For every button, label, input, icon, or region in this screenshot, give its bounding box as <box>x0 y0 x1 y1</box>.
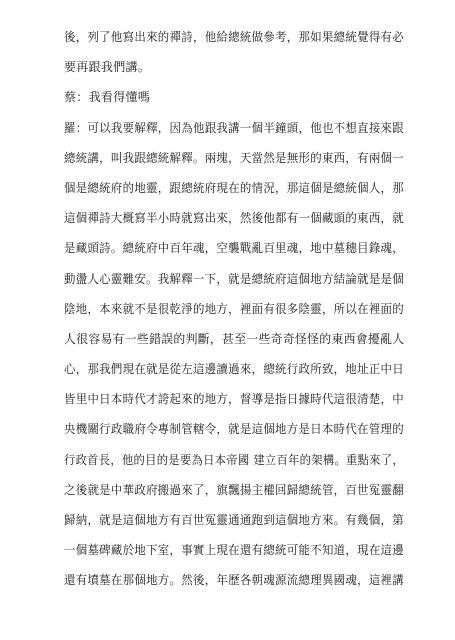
text-line: 羅：可以我要解釋，因為他跟我講一個半鐘頭，他也不想直接來跟 <box>64 120 404 135</box>
text-line: 動盪人心靈難安。我解釋一下，就是總統府這個地方結論就是是個 <box>64 271 404 286</box>
transcript-text <box>64 30 404 604</box>
text-line: 要再跟我們講。 <box>64 60 151 75</box>
text-line: 心，那我們現在就是從左這邊讀過來，總統行政所致，地址正中日 <box>64 362 404 377</box>
text-line: 後，列了他寫出來的禪詩，他給總統做參考，那如果總統覺得有必 <box>64 30 404 44</box>
text-line: 央機關行政職府令專制管轄令，就是這個地方是日本時代在管理的 <box>64 422 404 437</box>
text-line: 總統講，叫我跟總統解釋。兩塊，天當然是無形的東西，有兩個一 <box>64 150 404 165</box>
text-line: 這個禪詩大概寫半小時就寫出來，然後他都有一個藏頭的東西，就 <box>64 211 404 226</box>
text-line: 還有墳墓在那個地方。然後，年歷各朝魂源流總理異國魂，這裡講 <box>64 573 404 588</box>
text-line: 行政首長，他的目的是要為日本帝國 建立百年的架構。重點來了， <box>64 452 404 467</box>
text-line: 個是總統府的地靈，跟總統府現在的情況，那這個是總統個人，那 <box>64 180 404 195</box>
text-line: 歸納，就是這個地方有百世冤靈通通跑到這個地方來。有幾個，第 <box>64 513 404 527</box>
text-line: 陰地，本來就不是很乾淨的地方，裡面有很多陰靈，所以在裡面的 <box>64 301 404 316</box>
text-line: 皆里中日本時代才誇起來的地方，督導是指日據時代這很清楚，中 <box>64 392 404 407</box>
text-line: 人很容易有一些錯誤的判斷，甚至一些奇奇怪怪的東西會擾亂人 <box>64 331 405 346</box>
text-line: 一個墓碑藏於地下室，事實上現在還有總統可能不知道，現在這邊 <box>64 543 404 558</box>
text-line: 之後就是中華政府搬過來了，旗飄揚主權回歸總統管，百世冤靈翻 <box>64 482 404 497</box>
text-line: 蔡：我看得懂嗎 <box>64 90 151 105</box>
text-line: 是藏頭詩。總統府中百年魂，空襲戰亂百里魂，地中墓穗目錄魂， <box>64 241 404 256</box>
